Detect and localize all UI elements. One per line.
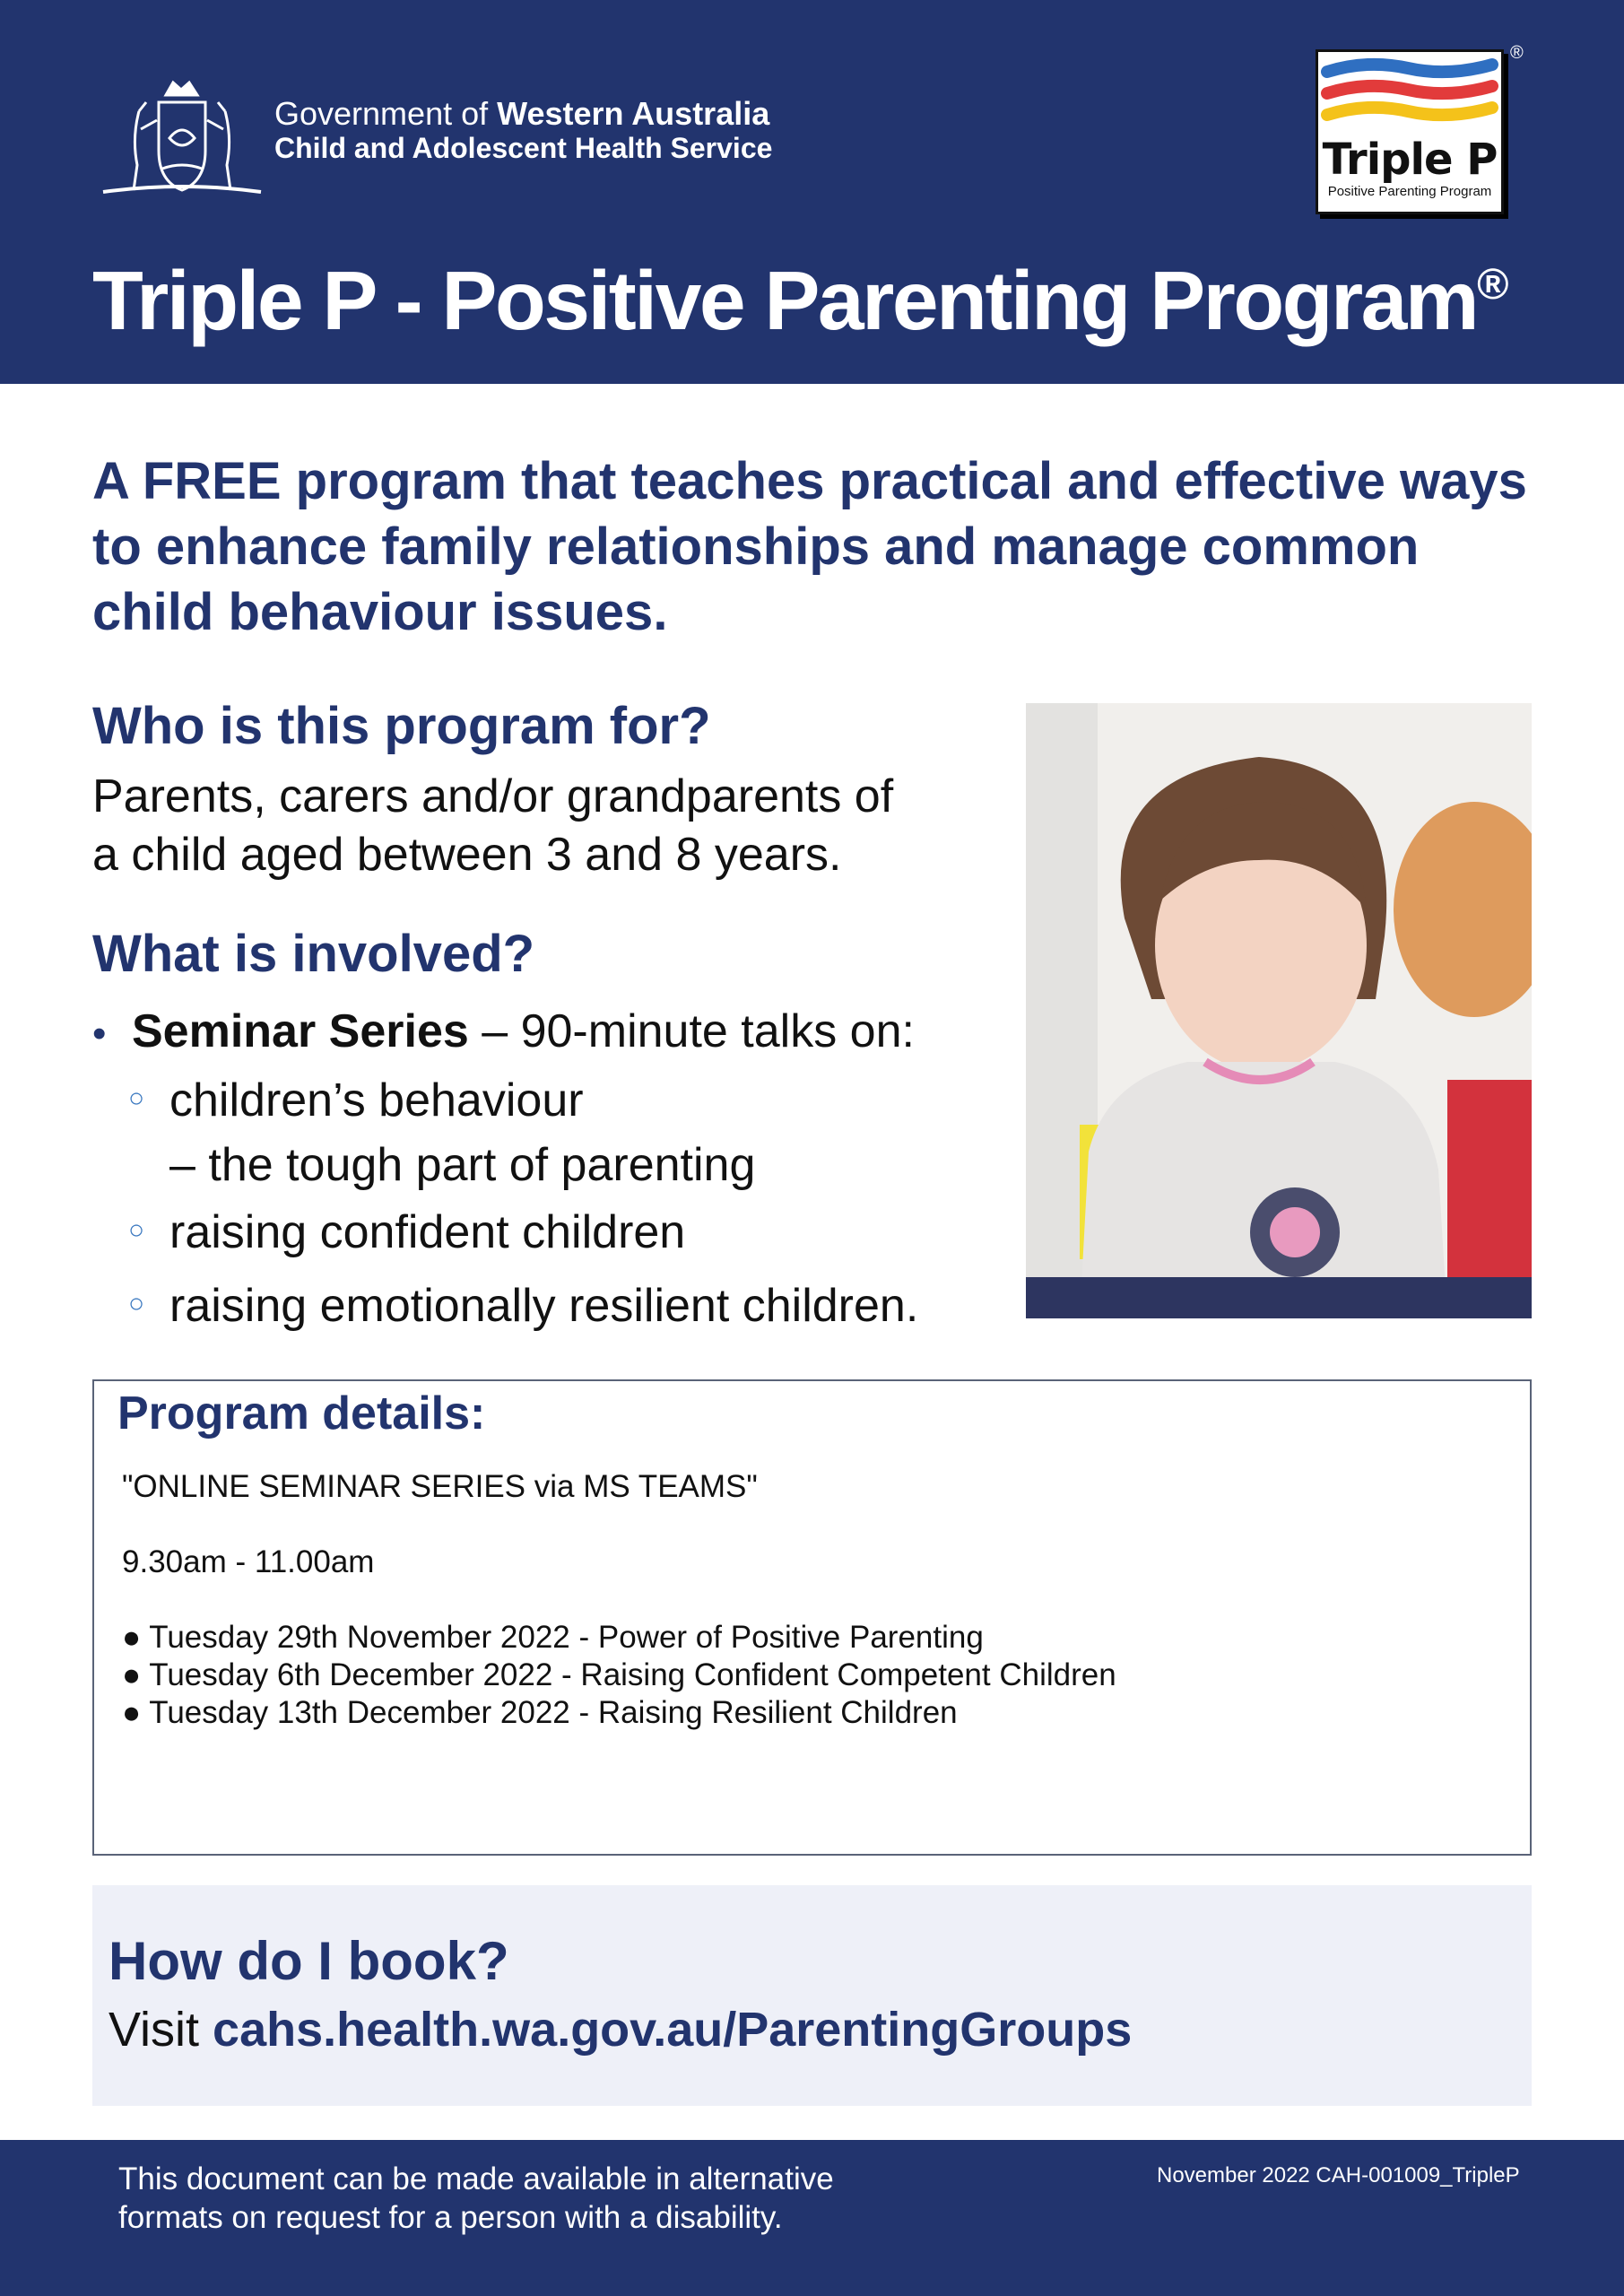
document-reference: November 2022 CAH-001009_TripleP [1157, 2163, 1520, 2187]
booking-heading: How do I book? [109, 1931, 509, 1991]
intro-statement: A FREE program that teaches practical and effective ways to enhance family relationships and manage common child behaviour issues. [92, 452, 1527, 641]
hollow-circle-icon: ○ [128, 1215, 145, 1245]
booking-visit-label: Visit [109, 2003, 213, 2057]
sub-bullet-text: raising confident children [169, 1206, 686, 1258]
title-registered-mark: ® [1477, 261, 1509, 309]
sub-bullet-item [128, 1277, 918, 1342]
booking-link[interactable]: cahs.health.wa.gov.au/ParentingGroups [213, 2003, 1133, 2057]
page-title [92, 253, 1508, 349]
program-details-heading: Program details: [117, 1387, 486, 1439]
government-line [274, 95, 769, 133]
logo-waves-icon [1318, 52, 1501, 133]
hollow-circle-icon: ○ [128, 1083, 145, 1113]
who-line-2: a child aged between 3 and 8 years. [92, 829, 842, 881]
session-item: ● Tuesday 29th November 2022 - Power of Positive Parenting [122, 1620, 984, 1655]
wa-coat-of-arms-icon [94, 75, 269, 204]
who-line-1: Parents, carers and/or grandparents of [92, 770, 894, 822]
involved-heading: What is involved? [92, 925, 535, 983]
booking-instruction [109, 2002, 1132, 2057]
sub-bullet-item [128, 1204, 685, 1268]
government-prefix: Government of [274, 95, 489, 132]
child-photo-illustration [1026, 703, 1532, 1318]
logo-registered-mark: ® [1510, 43, 1524, 63]
session-item: ● Tuesday 13th December 2022 - Raising Resilient Children [122, 1695, 958, 1730]
logo-subtitle: Positive Parenting Program [1327, 184, 1492, 199]
sub-bullet-item [128, 1072, 755, 1195]
session-time: 9.30am - 11.00am [122, 1544, 375, 1579]
child-photo [1026, 703, 1532, 1318]
filled-circle-icon: • [92, 1012, 107, 1056]
program-details-box [92, 1379, 1532, 1856]
seminar-series-detail: – 90-minute talks on: [468, 1005, 915, 1057]
seminar-series-label: Seminar Series [132, 1005, 469, 1057]
sub-bullet-continuation: – the tough part of parenting [169, 1139, 756, 1191]
service-name: Child and Adolescent Health Service [274, 132, 773, 164]
accessibility-note-line-1: This document can be made available in alternative [118, 2161, 834, 2196]
sub-bullet-text: children’s behaviour [169, 1074, 584, 1126]
logo-name: Triple P [1322, 135, 1498, 185]
booking-panel [92, 1885, 1532, 2106]
who-body [92, 768, 1007, 884]
page-title-text: Triple P - Positive Parenting Program [92, 254, 1478, 347]
accessibility-note-line-2: formats on request for a person with a disability. [118, 2200, 783, 2235]
session-item: ● Tuesday 6th December 2022 - Raising Confident Competent Children [122, 1657, 1116, 1692]
government-state: Western Australia [497, 95, 770, 132]
who-heading: Who is this program for? [92, 697, 711, 755]
sub-bullet-text: raising emotionally resilient children. [169, 1280, 919, 1332]
seminar-series-bullet [92, 1004, 915, 1058]
delivery-mode: "ONLINE SEMINAR SERIES via MS TEAMS" [122, 1469, 758, 1504]
accessibility-note [118, 2160, 1015, 2237]
hollow-circle-icon: ○ [128, 1289, 145, 1318]
